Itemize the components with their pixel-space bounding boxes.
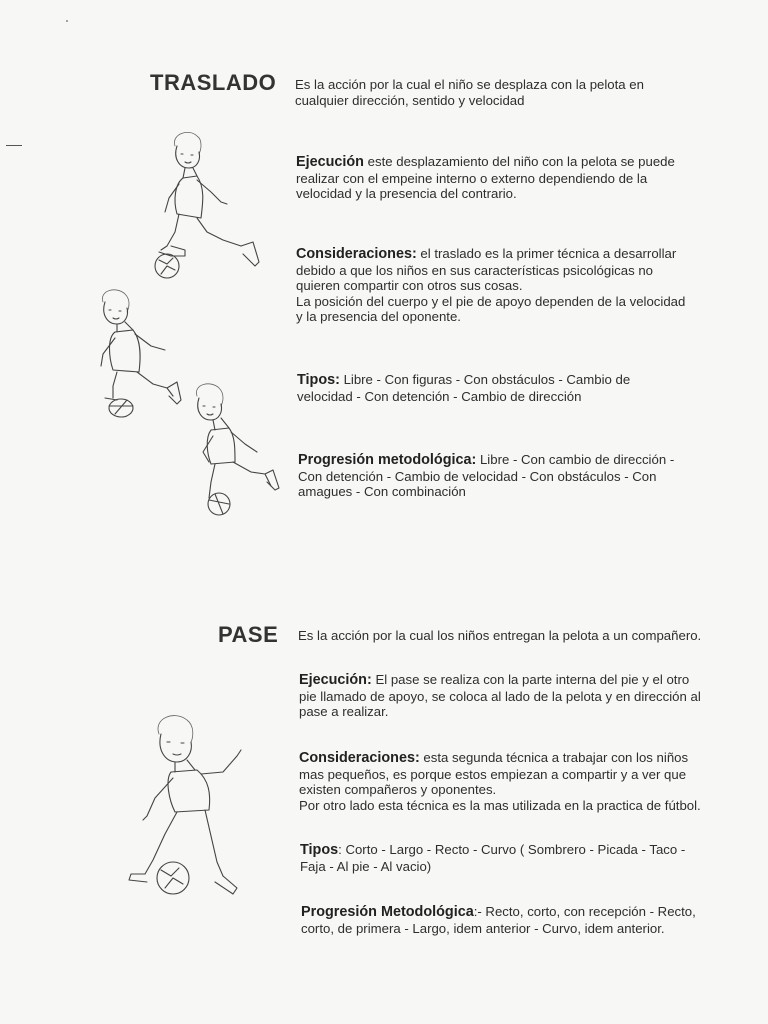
progresion-label: Progresión metodológica: — [298, 452, 477, 468]
traslado-tipos — [297, 372, 717, 404]
text-line: y la presencia del oponente. — [296, 309, 461, 324]
text-line: quieren compartir con otros sus cosas. — [296, 278, 523, 293]
text-line: Es la acción por la cual el niño se desplaza con la pelota en — [295, 77, 644, 92]
consideraciones-label: Consideraciones: — [296, 246, 417, 262]
text-line: Es la acción por la cual los niños entregan la pelota a un compañero. — [298, 628, 702, 643]
dribbling-child-illustration-3 — [185, 382, 285, 522]
pase-tipos — [300, 842, 740, 874]
text-line: amagues - Con combinación — [298, 484, 466, 499]
text-line — [298, 452, 728, 469]
passing-child-illustration — [125, 712, 275, 912]
text-line — [296, 154, 726, 171]
pase-title: PASE — [218, 622, 279, 647]
text-line: velocidad y la presencia del contrario. — [296, 186, 517, 201]
text-span: este desplazamiento del niño con la pelota se puede — [363, 154, 675, 169]
text-span: Libre - Con cambio de dirección - — [476, 452, 675, 467]
text-line: mas pequeños, es porque estos empiezan a compartir y a ver que — [299, 766, 687, 782]
text-span: Libre - Con figuras - Con obstáculos - Cambio de — [339, 372, 631, 387]
text-line: cualquier dirección, sentido y velocidad — [295, 92, 525, 108]
ejecucion-label: Ejecución: — [299, 672, 372, 688]
margin-mark — [6, 145, 22, 146]
text-line: realizar con el empeine interno o externo dependiendo de la — [296, 170, 648, 186]
dribbling-child-illustration-1 — [145, 128, 275, 288]
text-line: pase a realizar. — [299, 704, 389, 719]
dribbling-child-illustration-2 — [95, 288, 195, 428]
consideraciones-label: Consideraciones: — [299, 750, 420, 766]
text-line: pie llamado de apoyo, se coloca al lado de la pelota y en dirección al — [299, 688, 701, 704]
tipos-label: Tipos: — [297, 372, 340, 388]
progresion-label: Progresión Metodológica — [301, 904, 474, 920]
text-line — [301, 904, 741, 921]
tipos-label: Tipos — [300, 842, 339, 858]
traslado-ejecucion — [296, 154, 726, 202]
pase-intro — [298, 628, 738, 644]
traslado-intro — [295, 77, 715, 108]
text-line: Con detención - Cambio de velocidad - Con obstáculos - Con — [298, 468, 657, 484]
text-line — [299, 750, 739, 767]
pase-progresion — [301, 904, 741, 936]
text-line: Por otro lado esta técnica es la mas utilizada en la practica de fútbol. — [299, 797, 701, 813]
text-line: corto, de primera - Largo, idem anterior - Curvo, idem anterior. — [301, 920, 665, 936]
traslado-progresion — [298, 452, 728, 500]
text-span: El pase se realiza con la parte interna del pie y el otro — [371, 672, 690, 687]
text-span: :- Recto, corto, con recepción - Recto, — [473, 904, 696, 919]
traslado-consideraciones — [296, 246, 736, 325]
text-span: esta segunda técnica a trabajar con los niños — [419, 750, 689, 765]
text-line — [300, 842, 740, 859]
pase-ejecucion — [299, 672, 739, 720]
scan-speck — [66, 20, 68, 22]
text-line — [299, 672, 739, 689]
text-line: Faja - Al pie - Al vacio) — [300, 858, 432, 874]
traslado-title: TRASLADO — [150, 70, 277, 95]
text-line: existen compañeros y oponentes. — [299, 782, 497, 797]
text-span: el traslado es la primer técnica a desarrollar — [416, 246, 677, 261]
text-line: La posición del cuerpo y el pie de apoyo dependen de la velocidad — [296, 293, 686, 309]
ejecucion-label: Ejecución — [296, 154, 364, 170]
text-line — [296, 246, 736, 263]
text-line — [297, 372, 717, 389]
pase-consideraciones — [299, 750, 739, 813]
text-line: debido a que los niños en sus características psicológicas no — [296, 262, 654, 278]
text-span: : Corto - Largo - Recto - Curvo ( Sombrero - Picada - Taco - — [338, 842, 686, 857]
text-line: velocidad - Con detención - Cambio de dirección — [297, 388, 582, 404]
